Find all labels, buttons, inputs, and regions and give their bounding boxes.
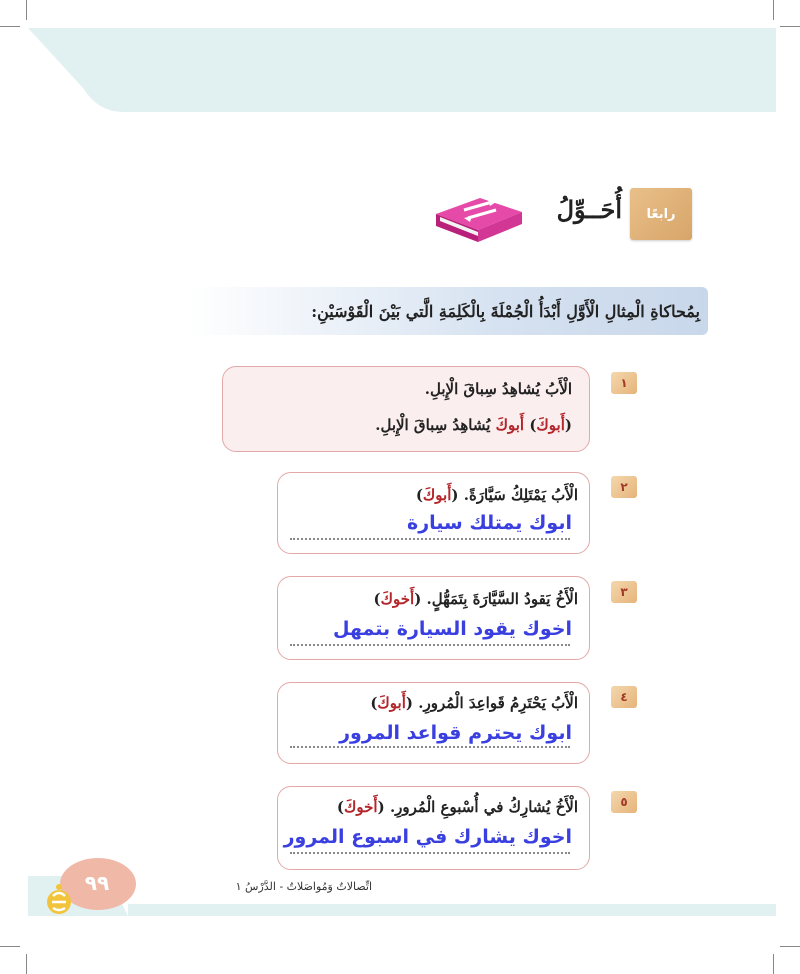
sentence: الْأَخُ يَقودُ السَّيَّارَةَ بِتَمَهُّلٍ.	[426, 590, 578, 608]
top-band	[28, 28, 776, 112]
page-number: ٩٩	[84, 871, 110, 895]
exercise-number: ٣	[611, 581, 637, 603]
answer-line	[290, 852, 570, 854]
answer-text[interactable]: ابوك يحترم قواعد المرور	[339, 722, 572, 744]
example-box	[222, 366, 590, 452]
answer-line	[290, 746, 570, 748]
logo-icon	[44, 882, 74, 916]
book-icon	[430, 190, 526, 244]
exercise-number: ٤	[611, 686, 637, 708]
example-hint-word: أَبوكَ	[536, 416, 565, 434]
example-answer	[240, 416, 572, 434]
example-subject: أَبوكَ	[495, 416, 525, 434]
exercise-sentence	[290, 798, 578, 816]
crop-mark	[26, 0, 27, 20]
example-sentence: الْأَبُ يُشاهِدُ سِباقَ الْإِبلِ.	[424, 380, 572, 398]
exercise-sentence	[290, 694, 578, 712]
answer-line	[290, 644, 570, 646]
paren: (	[451, 486, 459, 504]
crop-mark	[773, 954, 774, 974]
footer-lesson: اتِّصالاتٌ وَمُواصَلاتٌ - الدَّرْسُ ١	[235, 880, 372, 893]
paren: )	[373, 590, 381, 608]
paren: )	[415, 486, 423, 504]
footer-band	[28, 876, 776, 916]
paren: (	[414, 590, 422, 608]
paren: )	[336, 798, 345, 816]
exercise-number: ٥	[611, 791, 637, 813]
exercise-sentence	[290, 590, 578, 608]
crop-mark	[773, 0, 774, 20]
instruction-text: بِمُحاكاةِ الْمِثالِ الْأَوَّلِ أَبْدَأُ الْجُمْلَةَ بِالْكَلِمَةِ الَّتي بَيْنَ الْقَوْسَيْنِ:	[311, 302, 700, 321]
crop-mark	[780, 946, 800, 947]
hint-word: أَخوكَ	[380, 590, 415, 608]
sentence: الْأَبُ يَحْتَرِمُ قَواعِدَ الْمُرورِ.	[418, 694, 578, 712]
hint-word: أَبوكَ	[377, 694, 406, 712]
paren: (	[564, 416, 572, 434]
sentence: الْأَبُ يَمْتَلِكُ سَيَّارَةً.	[463, 486, 578, 504]
paren: (	[405, 694, 413, 712]
sentence: الْأَخُ يُشارِكُ في أُسْبوعِ الْمُرورِ.	[389, 798, 578, 816]
paren: )	[370, 694, 378, 712]
hint-word: أَبوكَ	[422, 486, 452, 504]
paren: (	[377, 798, 385, 816]
answer-text[interactable]: اخوك يشارك في اسبوع المرور	[283, 826, 572, 848]
answer-text[interactable]: ابوك يمتلك سيارة	[406, 512, 572, 534]
paren: )	[529, 416, 537, 434]
crop-mark	[0, 26, 20, 27]
crop-mark	[26, 954, 27, 974]
answer-text[interactable]: اخوك يقود السيارة بتمهل	[332, 618, 572, 640]
answer-line	[290, 538, 570, 540]
exercise-sentence	[290, 486, 578, 504]
section-title: أُحَــوِّلُ	[556, 195, 622, 224]
example-rest: يُشاهِدُ سِباقَ الْإِبلِ.	[375, 416, 491, 434]
exercise-number: ٢	[611, 476, 637, 498]
exercise-number: ١	[611, 372, 637, 394]
hint-word: أَخوكَ	[344, 798, 378, 816]
crop-mark	[780, 26, 800, 27]
section-tab: رابعًا	[630, 188, 692, 240]
crop-mark	[0, 946, 20, 947]
